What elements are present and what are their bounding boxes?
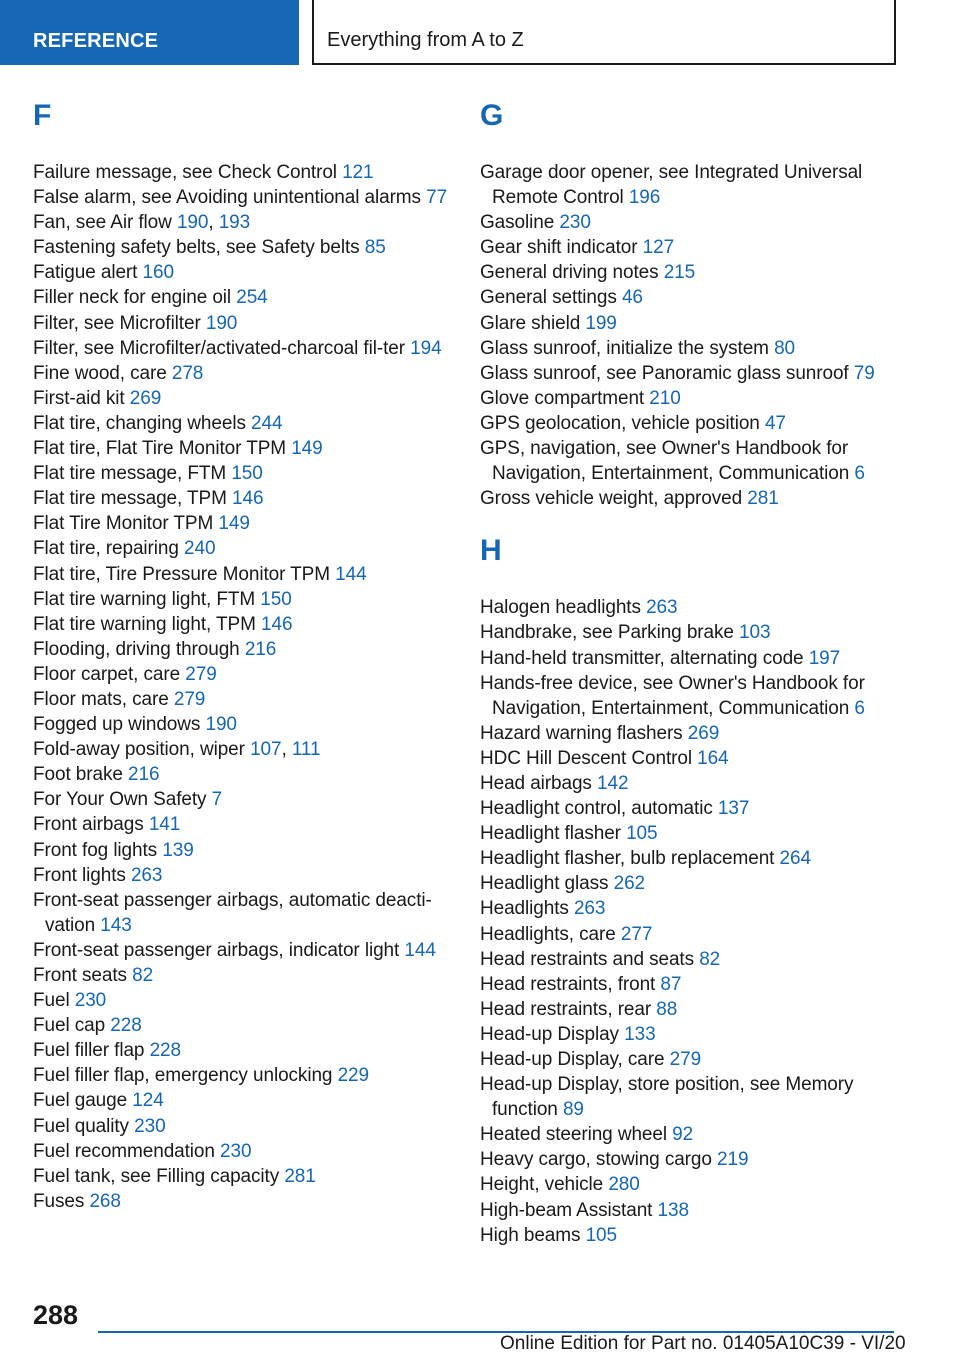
index-entry	[480, 486, 900, 511]
entry-text: Heavy cargo, stowing cargo	[480, 1149, 712, 1171]
entry-text: Fatigue alert	[33, 262, 138, 284]
page-link[interactable]: 278	[171, 362, 204, 384]
index-entry	[33, 536, 453, 561]
page-link[interactable]: 105	[585, 1224, 617, 1246]
page-link[interactable]: 144	[335, 563, 367, 585]
entry-text: Heated steering wheel	[480, 1124, 667, 1146]
index-entry	[33, 587, 453, 612]
entry-text: Fuel gauge	[33, 1090, 128, 1112]
index-letter-heading: H	[480, 534, 502, 568]
page-link[interactable]: 216	[244, 638, 277, 660]
entry-text: Hazard warning flashers	[480, 722, 683, 744]
entry-text: Front lights	[33, 864, 126, 886]
page-link[interactable]: 85	[364, 237, 386, 259]
entry-text: Foot brake	[33, 764, 123, 786]
index-entry	[33, 486, 453, 511]
index-entry	[480, 896, 900, 921]
page-link[interactable]: 124	[132, 1090, 164, 1112]
page-link[interactable]: 263	[646, 597, 678, 619]
index-entry	[33, 1088, 453, 1113]
index-entry	[480, 871, 900, 896]
index-entry: Fold-away position, wiper 107, 111	[33, 739, 321, 761]
index-entry	[480, 746, 900, 771]
page-link[interactable]: 268	[89, 1190, 121, 1212]
page-link[interactable]: 230	[559, 212, 591, 234]
index-letter-heading: F	[33, 99, 52, 132]
index-entry	[480, 1047, 900, 1072]
entry-text: Gross vehicle weight, approved	[480, 488, 743, 510]
entry-text: Fuses	[33, 1190, 85, 1212]
entry-text: GPS, navigation, see Owner's Handbook for Navigation, Entertainment, Communication	[480, 438, 850, 485]
page-link[interactable]: 144	[404, 939, 436, 961]
index-entry	[33, 1189, 453, 1214]
page-link[interactable]: 127	[642, 237, 675, 259]
page-link[interactable]: 279	[173, 688, 206, 710]
entry-text: Flat Tire Monitor TPM	[33, 513, 214, 535]
page-link[interactable]: 254	[236, 287, 268, 309]
index-entry	[33, 436, 453, 461]
entry-text: Glass sunroof, initialize the system	[480, 337, 769, 359]
page-link[interactable]: 216	[128, 764, 160, 786]
index-entry	[33, 461, 453, 486]
page-link[interactable]: 47	[764, 412, 786, 434]
index-entry	[33, 361, 453, 386]
index-entry	[480, 646, 900, 671]
index-entry	[33, 888, 453, 938]
page-link[interactable]: 269	[129, 387, 162, 409]
entry-text: Gear shift indicator	[480, 237, 638, 259]
entry-text: Failure message, see Check Control	[33, 162, 337, 183]
entry-text: Head-up Display, store position, see Memory function	[480, 1074, 854, 1121]
page-link[interactable]: 160	[142, 262, 174, 284]
index-entry	[480, 1122, 900, 1147]
entry-text: General settings	[480, 287, 617, 309]
entry-text: Gasoline	[480, 212, 555, 234]
entry-text: High-beam Assistant	[480, 1199, 653, 1221]
page-link[interactable]: 230	[74, 990, 107, 1012]
index-entry	[33, 1164, 453, 1189]
index-entry	[33, 662, 453, 687]
index-entry	[33, 511, 453, 536]
index-entry	[480, 1198, 900, 1223]
page-link[interactable]: 77	[426, 187, 448, 209]
page-link[interactable]: 230	[134, 1115, 166, 1137]
index-entry	[33, 988, 453, 1013]
page-link[interactable]: 92	[672, 1124, 694, 1146]
entry-text: Fine wood, care	[33, 362, 167, 384]
index-entry	[33, 687, 453, 712]
entry-text: Head-up Display	[480, 1023, 619, 1045]
entry-text: Headlight flasher	[480, 823, 621, 845]
page-link[interactable]: 264	[779, 848, 811, 870]
entry-text: Filter, see Microfilter/activated-charcoal fil-ter	[33, 337, 405, 359]
page-link[interactable]: 6	[854, 463, 865, 485]
entry-text: Glare shield	[480, 312, 581, 334]
index-entry	[33, 1063, 453, 1088]
index-entry	[33, 637, 453, 662]
entry-text: Headlights	[480, 898, 569, 920]
page-link[interactable]: 164	[697, 747, 729, 769]
page-link[interactable]: 197	[808, 647, 841, 669]
entry-text: Fastening safety belts, see Safety belts	[33, 237, 360, 259]
index-letter-heading: G	[480, 99, 504, 132]
page-link[interactable]: 196	[628, 187, 661, 209]
entry-text: Floor mats, care	[33, 688, 169, 710]
entry-text: False alarm, see Avoiding unintentional alarms	[33, 187, 421, 209]
index-entry	[480, 721, 900, 746]
index-entry	[33, 612, 453, 637]
index-entry	[33, 787, 453, 812]
entry-text: Hand-held transmitter, alternating code	[480, 647, 804, 669]
section-label: REFERENCE	[33, 30, 159, 52]
index-entry	[33, 311, 453, 336]
index-entry	[480, 1147, 900, 1172]
entry-text: Front airbags	[33, 814, 144, 836]
entry-text: Glove compartment	[480, 387, 645, 409]
page-link[interactable]: 80	[774, 337, 796, 359]
page-link[interactable]: 279	[669, 1049, 702, 1070]
entry-text: Flat tire message, FTM	[33, 463, 227, 485]
index-entry	[33, 185, 453, 210]
entry-text: Floor carpet, care	[33, 663, 181, 685]
page-link[interactable]: 230	[220, 1140, 252, 1162]
page-link[interactable]: 190	[205, 714, 237, 736]
entry-text: Front-seat passenger airbags, automatic deacti-vation	[33, 889, 432, 936]
index-entry	[33, 838, 453, 863]
page-link[interactable]: 82	[132, 965, 154, 986]
index-entry	[480, 947, 900, 972]
index-column-left	[33, 98, 453, 1214]
entry-text: Flat tire, repairing	[33, 538, 179, 560]
entry-text: Head-up Display, care	[480, 1049, 665, 1070]
page-link[interactable]: 149	[291, 438, 323, 460]
index-entry: Fan, see Air flow 190, 193	[33, 212, 251, 234]
index-entry	[33, 285, 453, 310]
page-link[interactable]: 210	[649, 387, 681, 409]
entry-text: Flat tire warning light, TPM	[33, 613, 256, 635]
entry-text: For Your Own Safety	[33, 789, 207, 811]
page-link[interactable]: 7	[211, 789, 223, 811]
page-link[interactable]: 190	[176, 212, 209, 234]
index-entry	[480, 386, 900, 411]
index-entry	[33, 812, 453, 837]
entry-text: Fuel quality	[33, 1115, 129, 1137]
page-link[interactable]: 105	[626, 823, 658, 845]
page-link[interactable]: 138	[657, 1199, 689, 1221]
index-entry	[480, 336, 900, 361]
index-entry	[480, 210, 900, 235]
entry-text: Headlight flasher, bulb replacement	[480, 848, 775, 870]
page-link[interactable]: 228	[149, 1040, 181, 1062]
index-entry	[33, 1013, 453, 1038]
index-entry	[480, 160, 900, 210]
index-entry	[480, 1022, 900, 1047]
page-link[interactable]: 240	[184, 538, 216, 560]
index-entry	[33, 260, 453, 285]
index-entry	[480, 771, 900, 796]
section-tab	[0, 0, 299, 65]
entry-text: Front-seat passenger airbags, indicator light	[33, 939, 400, 961]
entry-text: Fogged up windows	[33, 714, 201, 736]
page-link[interactable]: 263	[573, 898, 606, 920]
page-link[interactable]: 88	[656, 998, 678, 1020]
entry-text: Flat tire, Tire Pressure Monitor TPM	[33, 563, 330, 585]
index-entry	[480, 411, 900, 436]
page-link[interactable]: 228	[110, 1015, 142, 1037]
entry-text: Glass sunroof, see Panoramic glass sunroof	[480, 362, 849, 384]
page-link[interactable]: 193	[218, 212, 251, 234]
entry-text: Flat tire, Flat Tire Monitor TPM	[33, 438, 287, 460]
page-number: 288	[33, 1300, 79, 1330]
chapter-header	[312, 0, 896, 65]
index-entry	[480, 620, 900, 645]
index-entry	[480, 671, 900, 721]
entry-text: Hands-free device, see Owner's Handbook for Navigation, Entertainment, Communication	[480, 672, 865, 719]
index-entry	[33, 1139, 453, 1164]
page-link[interactable]: 103	[739, 622, 771, 644]
page-link[interactable]: 141	[148, 814, 181, 836]
index-entry	[480, 260, 900, 285]
page-link[interactable]: 279	[185, 663, 217, 685]
entry-text: Fan, see Air flow	[33, 212, 172, 234]
index-entry	[480, 436, 900, 486]
index-entry	[33, 160, 453, 185]
page-link[interactable]: 215	[663, 262, 696, 284]
index-section	[33, 98, 453, 1214]
page-link[interactable]: 199	[585, 312, 617, 334]
index-entry	[480, 285, 900, 310]
entry-text: Head airbags	[480, 772, 592, 794]
page-link[interactable]: 137	[717, 798, 750, 820]
page-link[interactable]: 281	[747, 488, 779, 510]
page-link[interactable]: 219	[717, 1149, 749, 1171]
entry-text: GPS geolocation, vehicle position	[480, 412, 760, 434]
page-link[interactable]: 107	[250, 739, 282, 761]
entry-text: Fuel recommendation	[33, 1140, 215, 1162]
entry-text: Garage door opener, see Integrated Universal Remote Control	[480, 162, 863, 209]
index-entry	[480, 1223, 900, 1248]
page-link[interactable]: 143	[100, 914, 132, 936]
index-entry	[480, 922, 900, 947]
index-entry	[480, 1072, 900, 1122]
index-section	[480, 98, 900, 511]
index-entry	[480, 235, 900, 260]
index-entry	[33, 762, 453, 787]
index-entry	[33, 963, 453, 988]
index-entry	[480, 595, 900, 620]
entry-text: Head restraints, rear	[480, 998, 652, 1020]
entry-text: General driving notes	[480, 262, 659, 284]
page-link[interactable]: 146	[232, 488, 264, 510]
index-entry	[33, 863, 453, 888]
entry-text: Handbrake, see Parking brake	[480, 622, 734, 644]
index-entry	[33, 1038, 453, 1063]
index-entry	[33, 1114, 453, 1139]
index-column-right	[480, 98, 900, 1248]
entry-text: Fold-away position, wiper	[33, 739, 245, 761]
entry-text: Fuel	[33, 990, 70, 1012]
index-entry	[33, 235, 453, 260]
index-entry	[480, 846, 900, 871]
index-entry	[480, 821, 900, 846]
entry-text: HDC Hill Descent Control	[480, 747, 692, 769]
entry-text: Filter, see Microfilter	[33, 312, 201, 334]
page-link[interactable]: 89	[562, 1099, 584, 1121]
entry-text: High beams	[480, 1224, 581, 1246]
entry-text: Flooding, driving through	[33, 638, 240, 660]
page-link[interactable]: 79	[853, 362, 875, 384]
entry-text: Front fog lights	[33, 839, 158, 861]
entry-text: Flat tire, changing wheels	[33, 412, 246, 434]
page-link[interactable]: 139	[162, 839, 194, 861]
index-entry	[33, 938, 453, 963]
page-link[interactable]: 46	[621, 287, 643, 309]
index-entry	[480, 1172, 900, 1197]
chapter-title: Everything from A to Z	[327, 29, 524, 51]
index-entry	[33, 336, 453, 361]
page-link[interactable]: 229	[337, 1065, 369, 1087]
entry-text: Head restraints, front	[480, 973, 656, 995]
page-link[interactable]: 244	[251, 412, 283, 434]
index-entry	[480, 796, 900, 821]
entry-text: Halogen headlights	[480, 597, 641, 619]
entry-text: Headlight control, automatic	[480, 798, 713, 820]
page-link[interactable]: 121	[342, 162, 374, 183]
entry-text: Filler neck for engine oil	[33, 287, 232, 309]
entry-text: First-aid kit	[33, 387, 125, 409]
entry-text: Flat tire warning light, FTM	[33, 588, 256, 610]
page-link[interactable]: 111	[291, 739, 321, 761]
index-entry	[33, 712, 453, 737]
entry-text: Front seats	[33, 965, 127, 986]
page-link[interactable]: 263	[130, 864, 163, 886]
index-entry	[480, 311, 900, 336]
page-link[interactable]: 277	[620, 923, 653, 945]
entry-text: Flat tire message, TPM	[33, 488, 227, 510]
entry-text: Fuel filler flap	[33, 1040, 145, 1062]
index-entry	[33, 386, 453, 411]
entry-text: Height, vehicle	[480, 1174, 604, 1196]
page-link[interactable]: 82	[699, 948, 721, 970]
page-link[interactable]: 6	[854, 697, 865, 719]
page-link[interactable]: 142	[597, 772, 629, 794]
index-entry	[480, 997, 900, 1022]
index-entry	[480, 361, 900, 386]
page-link[interactable]: 87	[660, 973, 682, 995]
entry-text: Fuel cap	[33, 1015, 106, 1037]
entry-text: Headlights, care	[480, 923, 616, 945]
page-link[interactable]: 150	[260, 588, 292, 610]
entry-text: Fuel filler flap, emergency unlocking	[33, 1065, 333, 1087]
entry-text: Head restraints and seats	[480, 948, 695, 970]
edition-note: Online Edition for Part no. 01405A10C39 - VI/20	[500, 1333, 906, 1354]
index-section	[480, 533, 900, 1247]
page-link[interactable]: 194	[410, 337, 442, 359]
entry-text: Headlight glass	[480, 873, 609, 895]
page-link[interactable]: 146	[261, 613, 293, 635]
page-link[interactable]: 190	[205, 312, 238, 334]
page-link[interactable]: 269	[687, 722, 720, 744]
index-entry	[480, 972, 900, 997]
index-entry	[33, 411, 453, 436]
entry-text: Fuel tank, see Filling capacity	[33, 1165, 280, 1187]
page-link[interactable]: 149	[218, 513, 250, 535]
page-link[interactable]: 262	[613, 873, 646, 895]
page-link[interactable]: 280	[608, 1174, 640, 1196]
index-entry	[33, 562, 453, 587]
page-link[interactable]: 150	[231, 463, 263, 485]
page-link[interactable]: 281	[284, 1165, 316, 1187]
page-link[interactable]: 133	[624, 1023, 656, 1045]
